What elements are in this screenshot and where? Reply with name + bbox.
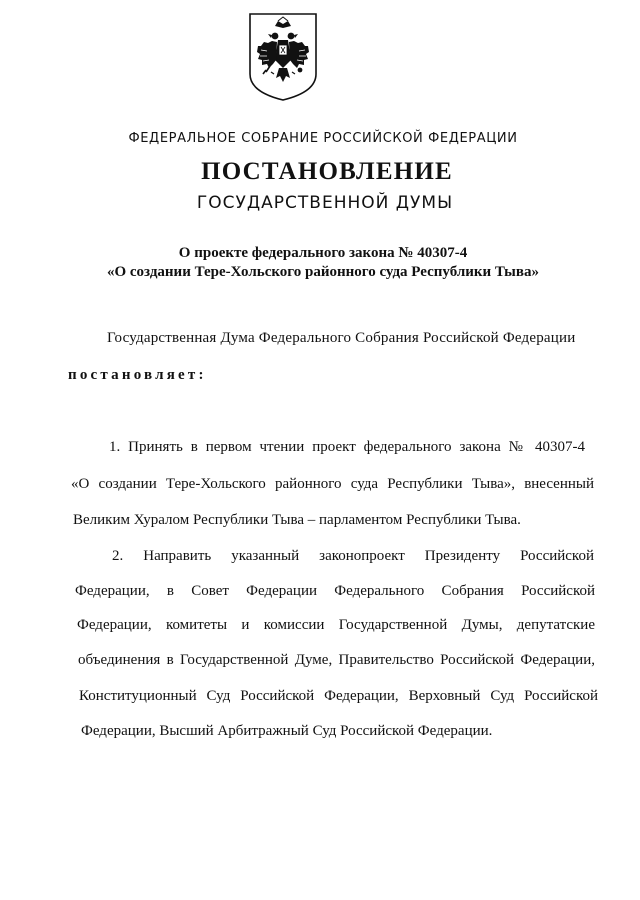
- subject-line-1: О проекте федерального закона № 40307-4: [178, 245, 468, 261]
- parliament-name: ФЕДЕРАЛЬНОЕ СОБРАНИЕ РОССИЙСКОЙ ФЕДЕРАЦИИ: [128, 131, 518, 146]
- resolution-verb: постановляет:: [68, 367, 207, 383]
- paragraph-line: Федерации, Высший Арбитражный Суд Российской Федерации.: [81, 723, 493, 739]
- document-subject: [0, 244, 640, 282]
- paragraph-line: объединения в Государственной Думе, Правительство Российской Федерации,: [78, 652, 595, 668]
- preamble-text: Государственная Дума Федерального Собрания Российской Федерации: [107, 330, 576, 346]
- paragraph-line: «О создании Тере-Хольского районного суда Республики Тыва», внесенный: [71, 476, 594, 492]
- paragraph-line: Федерации, в Совет Федерации Федерального Собрания Российской: [75, 583, 595, 599]
- paragraph-line: Конституционный Суд Российской Федерации, Верховный Суд Российской: [79, 688, 598, 704]
- paragraph-line: 2. Направить указанный законопроект Президенту Российской: [112, 548, 594, 564]
- paragraph-line: 1. Принять в первом чтении проект федерального закона № 40307-4: [109, 439, 585, 455]
- subject-line-2: «О создании Тере-Хольского районного суда Республики Тыва»: [106, 264, 539, 280]
- paragraph-line: Федерации, комитеты и комиссии Государственной Думы, депутатские: [77, 617, 595, 633]
- coat-of-arms-icon: [248, 12, 318, 102]
- document-type-title: ПОСТАНОВЛЕНИЕ: [201, 158, 453, 185]
- issuing-body: ГОСУДАРСТВЕННОЙ ДУМЫ: [196, 193, 454, 213]
- paragraph-line: Великим Хуралом Республики Тыва – парламентом Республики Тыва.: [73, 512, 521, 528]
